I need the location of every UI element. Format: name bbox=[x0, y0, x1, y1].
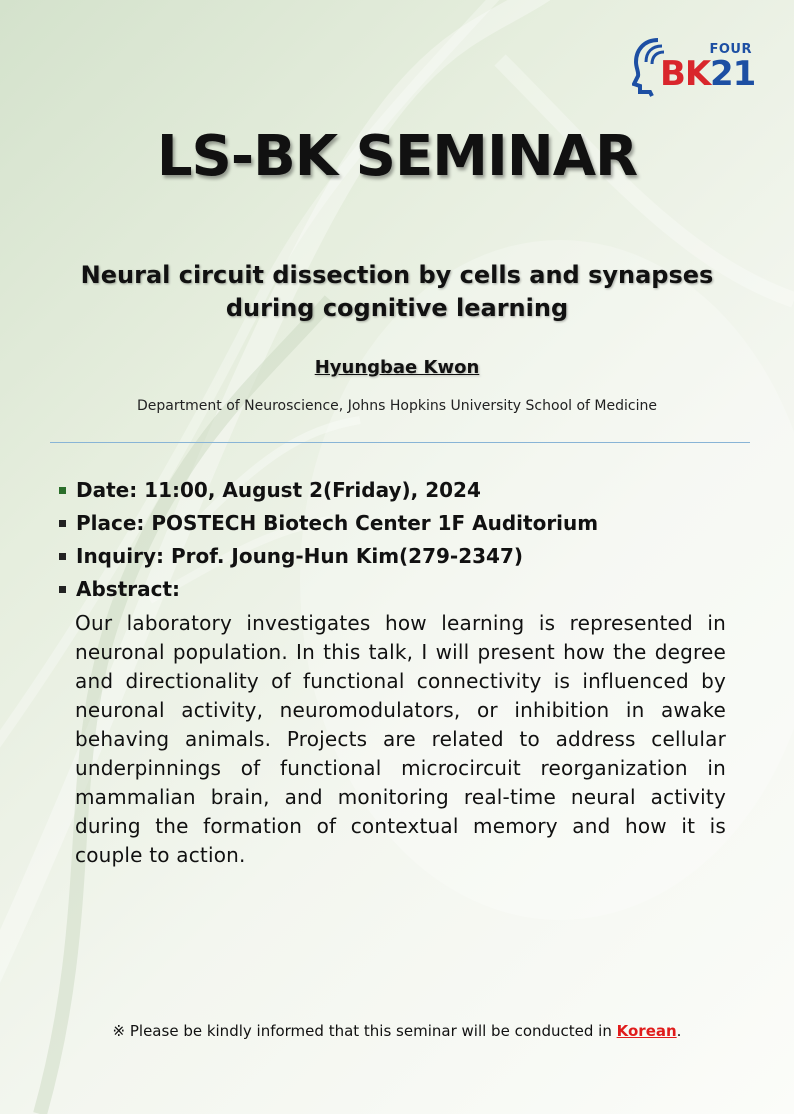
square-bullet-icon bbox=[59, 586, 66, 593]
seminar-details bbox=[58, 474, 738, 606]
inquiry-text: Inquiry: Prof. Joung-Hun Kim(279-2347) bbox=[76, 544, 524, 568]
notice-prefix: ※ Please be kindly informed that this seminar will be conducted in bbox=[112, 1022, 617, 1040]
logo-four-text: FOUR bbox=[709, 42, 752, 57]
section-divider bbox=[50, 442, 750, 443]
logo-bk-text: BK bbox=[660, 54, 711, 94]
detail-inquiry bbox=[58, 540, 738, 573]
speaker-affiliation: Department of Neuroscience, Johns Hopkins University School of Medicine bbox=[137, 398, 657, 414]
detail-place bbox=[58, 507, 738, 540]
notice-suffix: . bbox=[676, 1022, 682, 1040]
detail-abstract-label bbox=[58, 573, 738, 606]
place-text: Place: POSTECH Biotech Center 1F Auditorium bbox=[76, 511, 599, 535]
talk-title-line-2: during cognitive learning bbox=[225, 294, 569, 322]
abstract-label: Abstract: bbox=[76, 577, 181, 601]
date-text: Date: 11:00, August 2(Friday), 2024 bbox=[76, 478, 481, 502]
speaker-name: Hyungbae Kwon bbox=[314, 357, 480, 378]
talk-title-line-1: Neural circuit dissection by cells and synapses bbox=[80, 261, 714, 289]
logo-21-text: 21 bbox=[710, 54, 756, 94]
seminar-title: LS-BK SEMINAR bbox=[156, 124, 638, 189]
language-notice bbox=[0, 1022, 794, 1040]
square-bullet-icon bbox=[59, 487, 66, 494]
abstract-text: Our laboratory investigates how learning is represented in neuronal population. In this talk, I will present how the degree and directionality of functional connectivity is influenced by neuronal activity, neuromodulators, or inhibition in awake behaving animals. Projects are related to address cellular underpinnings of functional microcircuit reorganization in mammalian brain, and monitoring real-time neural activity during the formation of contextual memory and how it is couple to action. bbox=[75, 611, 726, 867]
detail-date bbox=[58, 474, 738, 507]
notice-language: Korean bbox=[616, 1022, 677, 1040]
bk21-four-logo bbox=[632, 34, 756, 98]
talk-title bbox=[0, 259, 794, 325]
square-bullet-icon bbox=[59, 553, 66, 560]
square-bullet-icon bbox=[59, 520, 66, 527]
